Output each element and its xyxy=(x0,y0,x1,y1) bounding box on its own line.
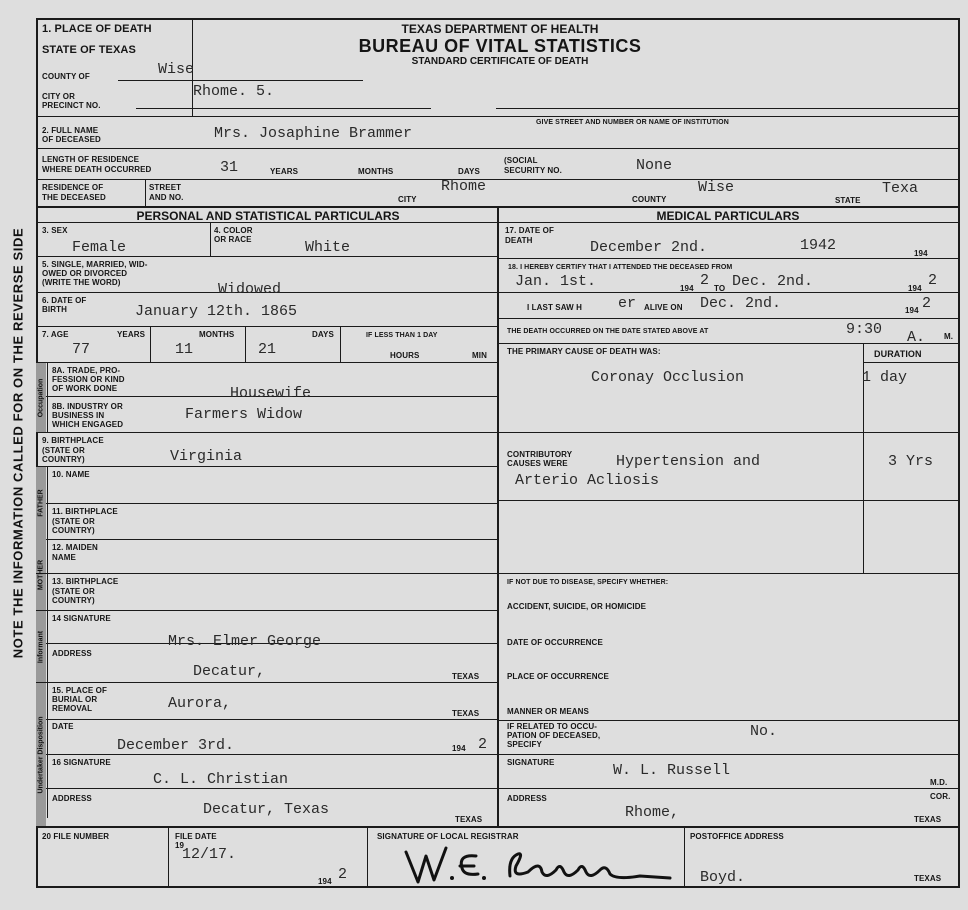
age-months-label: MONTHS xyxy=(199,330,235,339)
contributory-label-2: CAUSES WERE xyxy=(507,459,568,468)
informant-address-label: ADDRESS xyxy=(52,649,92,658)
sex-value: Female xyxy=(72,239,127,256)
physician-signature-label: SIGNATURE xyxy=(507,758,555,767)
industry-label-2: BUSINESS IN xyxy=(52,411,105,420)
birthplace-value: Virginia xyxy=(170,448,243,465)
physician-name: W. L. Russell xyxy=(613,762,731,779)
birthplace-label-1: 9. BIRTHPLACE xyxy=(42,436,104,445)
months-label: MONTHS xyxy=(358,167,394,176)
industry-value: Farmers Widow xyxy=(185,406,303,423)
father-birthplace-label-2: (STATE OR xyxy=(52,517,95,526)
physician-address: Rhome, xyxy=(625,804,680,821)
burial-date: December 3rd. xyxy=(117,737,235,754)
file-date-label-2: 19 xyxy=(175,841,185,850)
informant-name: Mrs. Elmer George xyxy=(168,633,322,650)
last-saw-suffix: er xyxy=(618,295,637,312)
age-years-value: 77 xyxy=(72,341,91,358)
burial-place-label-3: REMOVAL xyxy=(52,704,93,713)
marital-label-1: 5. SINGLE, MARRIED, WID- xyxy=(42,260,148,269)
residence-city: Rhome xyxy=(441,178,487,195)
father-name-label: 10. NAME xyxy=(52,470,90,479)
occupation-related-label-1: IF RELATED TO OCCU- xyxy=(507,722,598,731)
physician-texas-label: TEXAS xyxy=(914,815,942,824)
occupation-related-label-3: SPECIFY xyxy=(507,740,542,749)
color-value: White xyxy=(305,239,351,256)
informant-side-label: Informant xyxy=(37,630,44,663)
physician-address-label: ADDRESS xyxy=(507,794,547,803)
birthplace-label-3: COUNTRY) xyxy=(42,455,85,464)
last-year: 194 xyxy=(905,306,919,315)
death-date: December 2nd. xyxy=(590,239,708,256)
contributory-1: Hypertension and xyxy=(616,453,761,470)
not-disease-label: IF NOT DUE TO DISEASE, SPECIFY WHETHER: xyxy=(507,579,669,586)
registrar-signature xyxy=(400,842,675,886)
less-than-day-label: IF LESS THAN 1 DAY xyxy=(366,332,438,339)
from-year: 194 xyxy=(680,284,694,293)
place-of-death-label: 1. PLACE OF DEATH xyxy=(42,23,152,35)
sex-label: 3. SEX xyxy=(42,226,68,235)
undertaker-address-label: ADDRESS xyxy=(52,794,92,803)
hours-label: HOURS xyxy=(390,351,420,360)
medical-section-title: MEDICAL PARTICULARS xyxy=(656,209,800,223)
informant-signature-label: 14 SIGNATURE xyxy=(52,614,111,623)
ssn-label-2: SECURITY NO. xyxy=(504,166,562,175)
color-label-2: OR RACE xyxy=(214,235,252,244)
full-name-label-1: 2. FULL NAME xyxy=(42,126,99,135)
occurrence-date-label: DATE OF OCCURRENCE xyxy=(507,638,603,647)
undertaker-name: C. L. Christian xyxy=(153,771,289,788)
mother-side-label: MOTHER xyxy=(37,559,44,591)
deceased-name: Mrs. Josaphine Brammer xyxy=(214,125,413,142)
undertaker-signature-label: 16 SIGNATURE xyxy=(52,758,111,767)
file-year-digit: 2 xyxy=(338,866,348,883)
institution-label: GIVE STREET AND NUMBER OR NAME OF INSTITUTION xyxy=(536,119,729,126)
certificate-title: STANDARD CERTIFICATE OF DEATH xyxy=(411,56,589,67)
informant-address: Decatur, xyxy=(193,663,266,680)
age-label: 7. AGE xyxy=(42,330,69,339)
residence-city-label: CITY xyxy=(398,195,417,204)
manner-label: MANNER OR MEANS xyxy=(507,707,589,716)
registrar-signature-scribble xyxy=(400,842,675,886)
street-label-1: STREET xyxy=(149,183,182,192)
occupation-side-label: Occupation xyxy=(37,378,44,417)
primary-duration: 1 day xyxy=(862,369,908,386)
father-birthplace-label-1: 11. BIRTHPLACE xyxy=(52,507,118,516)
mother-birthplace-label-2: (STATE OR xyxy=(52,587,95,596)
residence-state: Texa xyxy=(882,180,919,197)
postoffice-label: POSTOFFICE ADDRESS xyxy=(690,832,784,841)
death-year: 1942 xyxy=(800,237,837,254)
undertaker-side-label: Undertaker Disposition xyxy=(37,715,44,794)
md-label: M.D. xyxy=(930,778,948,787)
county-value: Wise xyxy=(158,61,195,78)
death-time-suffix: A. xyxy=(907,329,926,346)
contributory-duration: 3 Yrs xyxy=(888,453,934,470)
burial-year-prefix: 194 xyxy=(452,744,466,753)
burial-place-label-2: BURIAL OR xyxy=(52,695,98,704)
death-time-m: M. xyxy=(944,332,954,341)
mother-birthplace-label-1: 13. BIRTHPLACE xyxy=(52,577,119,586)
undertaker-address: Decatur, Texas xyxy=(203,801,330,818)
postoffice-value: Boyd. xyxy=(700,869,746,886)
full-name-label-2: OF DECEASED xyxy=(42,135,101,144)
birth-date-label-2: BIRTH xyxy=(42,305,67,314)
ssn-label-1: (SOCIAL xyxy=(504,156,538,165)
residence-county: Wise xyxy=(698,179,735,196)
file-number-label: 20 FILE NUMBER xyxy=(42,832,110,841)
margin-note: NOTE THE INFORMATION CALLED FOR ON THE REVERSE SIDE xyxy=(10,227,26,658)
occupation-related-value: No. xyxy=(750,723,778,740)
years-label: YEARS xyxy=(270,167,299,176)
registrar-label: SIGNATURE OF LOCAL REGISTRAR xyxy=(377,832,519,841)
personal-section-title: PERSONAL AND STATISTICAL PARTICULARS xyxy=(136,209,400,223)
trade-label-2: FESSION OR KIND xyxy=(52,375,125,384)
marital-label-3: (WRITE THE WORD) xyxy=(42,278,121,287)
death-date-label-1: 17. DATE OF xyxy=(505,226,554,235)
residence-label-1: RESIDENCE OF xyxy=(42,183,104,192)
city-value: Rhome. 5. xyxy=(193,83,275,100)
age-months-value: 11 xyxy=(175,341,194,358)
department-title: TEXAS DEPARTMENT OF HEALTH xyxy=(401,22,599,36)
industry-label-1: 8B. INDUSTRY OR xyxy=(52,402,123,411)
attended-from: Jan. 1st. xyxy=(515,273,597,290)
to-year-digit: 2 xyxy=(928,272,938,289)
certify-label: 18. I HEREBY CERTIFY THAT I ATTENDED THE DECEASED FROM xyxy=(508,264,733,271)
from-year-digit: 2 xyxy=(700,272,710,289)
occupation-related-label-2: PATION OF DECEASED, xyxy=(507,731,601,740)
age-years-label: YEARS xyxy=(117,330,146,339)
father-side-label: FATHER xyxy=(37,489,44,517)
death-year-suffix: 194 xyxy=(914,249,928,258)
city-label-2: PRECINCT NO. xyxy=(42,101,101,110)
accident-label: ACCIDENT, SUICIDE, OR HOMICIDE xyxy=(507,602,647,611)
marital-value: Widowed xyxy=(218,281,282,298)
last-saw-date: Dec. 2nd. xyxy=(700,295,782,312)
death-date-label-2: DEATH xyxy=(505,236,533,245)
age-days-label: DAYS xyxy=(312,330,334,339)
to-year: 194 xyxy=(908,284,922,293)
occurrence-place-label: PLACE OF OCCURRENCE xyxy=(507,672,609,681)
marital-label-2: OWED OR DIVORCED xyxy=(42,269,128,278)
city-label-1: CITY OR xyxy=(42,92,76,101)
contributory-2: Arterio Acliosis xyxy=(515,472,660,489)
trade-value: Housewife xyxy=(230,385,312,402)
father-birthplace-label-3: COUNTRY) xyxy=(52,526,95,535)
age-days-value: 21 xyxy=(258,341,277,358)
min-label: MIN xyxy=(472,351,487,360)
file-year-prefix: 194 xyxy=(318,877,332,886)
residence-length-label-2: WHERE DEATH OCCURRED xyxy=(42,165,152,174)
occurred-label: THE DEATH OCCURRED ON THE DATE STATED ABOVE AT xyxy=(507,328,709,335)
file-date-value: 12/17. xyxy=(182,846,237,863)
alive-on-label: ALIVE ON xyxy=(644,303,683,312)
burial-year-digit: 2 xyxy=(478,736,488,753)
primary-cause: Coronay Occlusion xyxy=(591,369,745,386)
days-label: DAYS xyxy=(458,167,480,176)
attended-to: Dec. 2nd. xyxy=(732,273,814,290)
undertaker-texas-label: TEXAS xyxy=(455,815,483,824)
residence-label-2: THE DECEASED xyxy=(42,193,106,202)
burial-place: Aurora, xyxy=(168,695,232,712)
trade-label-1: 8A. TRADE, PRO- xyxy=(52,366,121,375)
street-label-2: AND NO. xyxy=(149,193,184,202)
last-year-digit: 2 xyxy=(922,295,932,312)
industry-label-3: WHICH ENGAGED xyxy=(52,420,124,429)
residence-years: 31 xyxy=(220,159,239,176)
duration-label: DURATION xyxy=(874,349,922,359)
ssn-value: None xyxy=(636,157,673,174)
bureau-title: BUREAU OF VITAL STATISTICS xyxy=(358,36,642,56)
file-date-label-1: FILE DATE xyxy=(175,832,217,841)
mother-birthplace-label-3: COUNTRY) xyxy=(52,596,95,605)
county-label: COUNTY OF xyxy=(42,72,90,81)
cor-label: COR. xyxy=(930,792,951,801)
color-label-1: 4. COLOR xyxy=(214,226,253,235)
birthplace-label-2: (STATE OR xyxy=(42,446,85,455)
trade-label-3: OF WORK DONE xyxy=(52,384,118,393)
death-time: 9:30 xyxy=(846,321,883,338)
last-saw-label: I LAST SAW H xyxy=(527,303,582,312)
mother-name-label-1: 12. MAIDEN xyxy=(52,543,98,552)
residence-state-label: STATE xyxy=(835,196,861,205)
state-of-texas-label: STATE OF TEXAS xyxy=(42,44,136,56)
to-label: TO xyxy=(714,284,726,293)
filing-texas-label: TEXAS xyxy=(914,874,942,883)
residence-length-label-1: LENGTH OF RESIDENCE xyxy=(42,155,140,164)
residence-county-label: COUNTY xyxy=(632,195,667,204)
informant-texas-label: TEXAS xyxy=(452,672,480,681)
burial-place-label-1: 15. PLACE OF xyxy=(52,686,107,695)
burial-texas-label: TEXAS xyxy=(452,709,480,718)
birth-date-value: January 12th. 1865 xyxy=(135,303,298,320)
primary-cause-label: THE PRIMARY CAUSE OF DEATH WAS: xyxy=(507,347,661,356)
mother-name-label-2: NAME xyxy=(52,553,76,562)
birth-date-label-1: 6. DATE OF xyxy=(42,296,87,305)
burial-date-label: DATE xyxy=(52,722,74,731)
contributory-label-1: CONTRIBUTORY xyxy=(507,450,573,459)
